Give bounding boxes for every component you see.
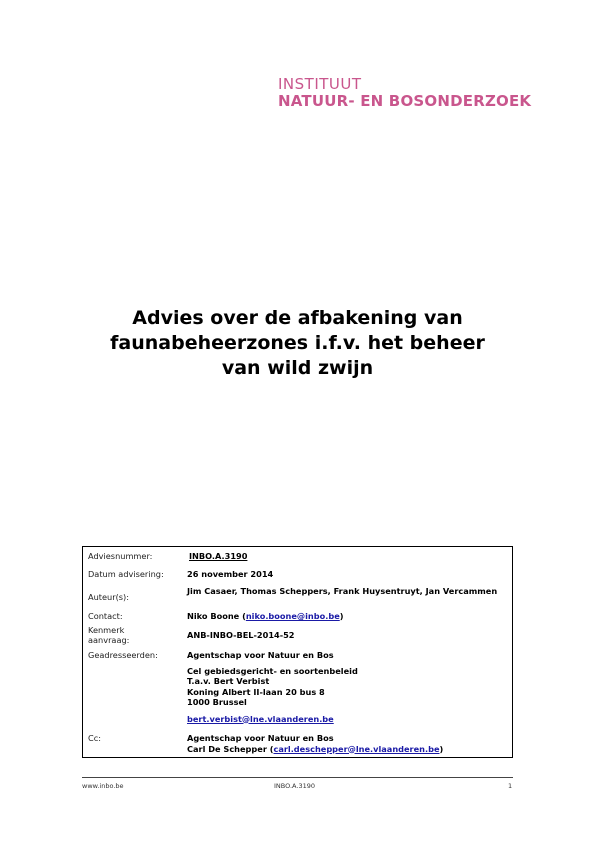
- footer-divider: [82, 777, 513, 778]
- label-contact: Contact:: [88, 611, 123, 621]
- cc-line-1: Agentschap voor Natuur en Bos: [187, 733, 334, 743]
- logo-line-instituut: INSTITUUT: [278, 75, 362, 93]
- label-auteurs: Auteur(s):: [88, 592, 130, 602]
- geadresseerden-line-4: Koning Albert II-laan 20 bus 8: [187, 686, 325, 697]
- value-geadresseerden: [187, 650, 506, 724]
- cc-line-2: [187, 744, 506, 755]
- document-title: [60, 306, 535, 381]
- label-datum: Datum advisering:: [88, 569, 164, 579]
- title-line-3: van wild zwijn: [221, 357, 374, 379]
- label-geadresseerden: Geadresseerden:: [88, 650, 158, 660]
- label-kenmerk-1: Kenmerk: [88, 625, 125, 635]
- footer-page-number: 1: [508, 782, 513, 790]
- value-auteurs: Jim Casaer, Thomas Scheppers, Frank Huysentruyt, Jan Vercammen: [187, 586, 498, 596]
- advice-info-table: [82, 546, 513, 758]
- label-adviesnummer: Adviesnummer:: [88, 551, 153, 561]
- value-contact: [187, 611, 506, 622]
- value-datum: 26 november 2014: [187, 569, 274, 579]
- geadresseerden-line-3: T.a.v. Bert Verbist: [187, 676, 270, 686]
- inbo-logo: [278, 76, 531, 111]
- footer-website: www.inbo.be: [82, 782, 124, 790]
- value-kenmerk: ANB-INBO-BEL-2014-52: [187, 630, 295, 640]
- title-line-2: faunabeheerzones i.f.v. het beheer: [110, 332, 485, 354]
- footer-advice-number: INBO.A.3190: [274, 782, 315, 790]
- value-cc: [187, 733, 506, 754]
- contact-name: Niko Boone (: [187, 611, 246, 621]
- title-line-1: Advies over de afbakening van: [132, 307, 463, 329]
- label-cc: Cc:: [88, 733, 101, 743]
- label-kenmerk: [88, 625, 129, 645]
- label-kenmerk-2: aanvraag:: [88, 635, 130, 645]
- value-adviesnummer: INBO.A.3190: [189, 551, 248, 561]
- cc-name: Carl De Schepper (: [187, 743, 274, 754]
- geadresseerden-email-link[interactable]: bert.verbist@lne.vlaanderen.be: [187, 713, 334, 724]
- geadresseerden-line-2: Cel gebiedsgericht- en soortenbeleid: [187, 665, 358, 676]
- geadresseerden-line-1: Agentschap voor Natuur en Bos: [187, 650, 334, 660]
- contact-email-link[interactable]: niko.boone@inbo.be: [245, 611, 340, 621]
- cc-close: ): [439, 743, 444, 754]
- contact-close: ): [339, 611, 344, 621]
- geadresseerden-line-5: 1000 Brussel: [187, 697, 247, 707]
- cc-email-link[interactable]: carl.deschepper@lne.vlaanderen.be: [273, 743, 440, 754]
- logo-line-natuur-bos: NATUUR- EN BOSONDERZOEK: [278, 92, 532, 111]
